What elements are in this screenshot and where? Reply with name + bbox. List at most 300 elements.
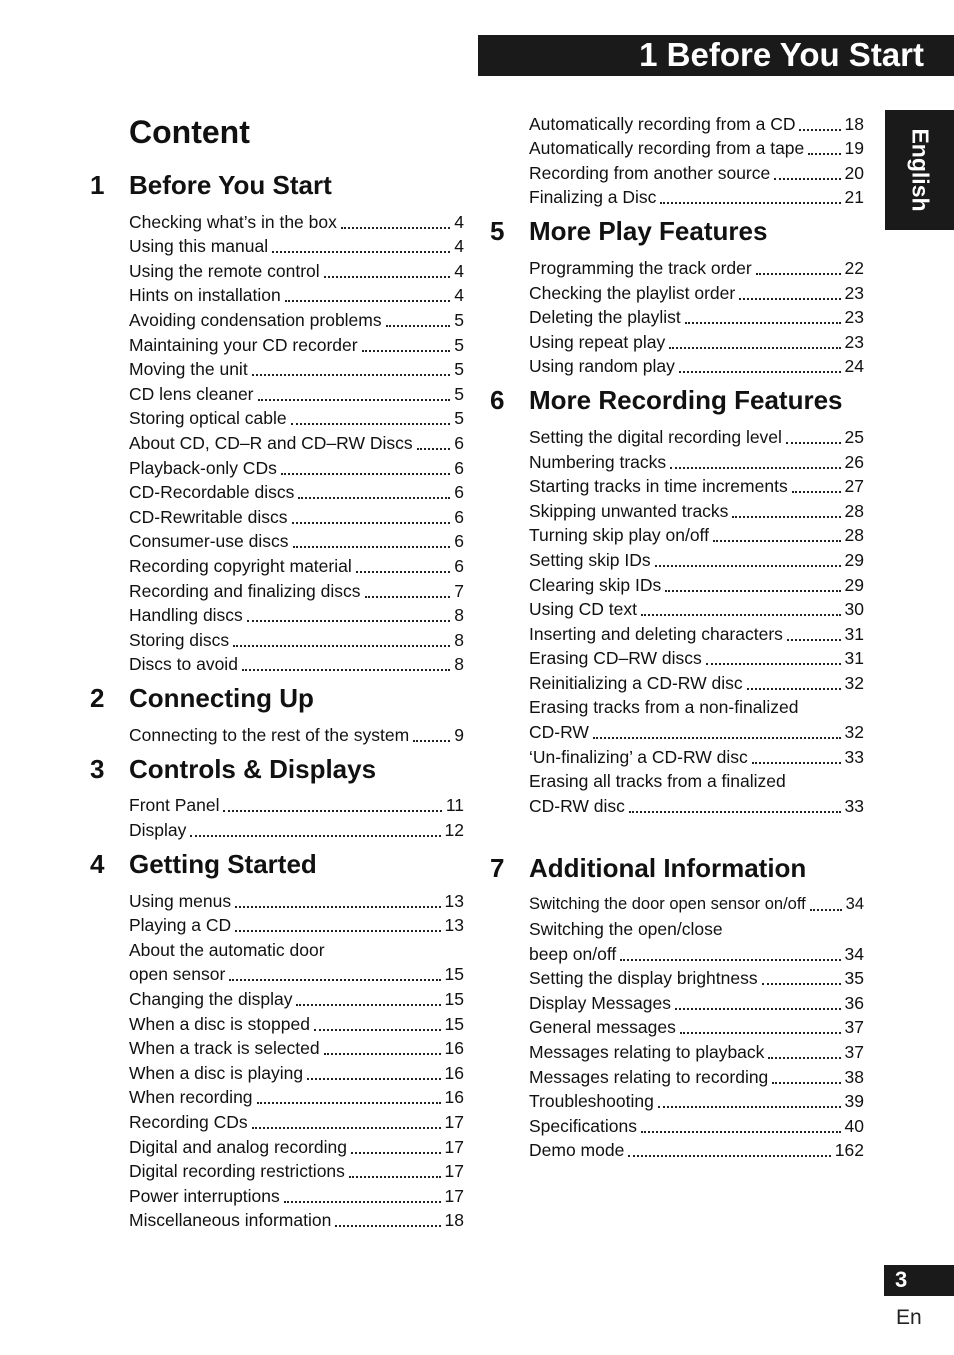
dot-leader (417, 447, 451, 450)
toc-entry-title: Skipping unwanted tracks (529, 500, 729, 521)
toc-entry-title: Deleting the playlist (529, 307, 681, 328)
dot-leader (787, 638, 841, 641)
toc-entry (129, 282, 464, 307)
toc-entry (529, 304, 864, 329)
dot-leader (669, 346, 840, 349)
dot-leader (223, 809, 441, 812)
toc-entry-page: 6 (454, 482, 464, 503)
toc-entry-title: Display Messages (529, 992, 671, 1013)
toc-entry-title-line: Erasing all tracks from a finalized (529, 771, 786, 792)
toc-entry (129, 577, 464, 602)
toc-entry-title: Connecting to the rest of the system (129, 724, 410, 745)
toc-entry-page: 31 (844, 648, 864, 669)
toc-entry-page: 20 (844, 162, 864, 183)
toc-entry-title: Storing optical cable (129, 408, 287, 429)
toc-entry-page: 33 (844, 795, 864, 816)
toc-entry-title: Checking the playlist order (529, 282, 736, 303)
page-title: Content (129, 114, 250, 150)
language-tab (885, 110, 954, 230)
toc-entry-page: 35 (844, 968, 864, 989)
section-title: Getting Started (129, 849, 317, 880)
toc-entry-title: Demo mode (529, 1140, 625, 1161)
toc-entry (529, 497, 864, 522)
toc-entry (129, 816, 464, 841)
section-heading (90, 752, 464, 792)
toc-entry-title: Switching the door open sensor on/off (529, 895, 806, 914)
toc-entry-title: When a disc is stopped (129, 1013, 310, 1034)
toc-entry-title: Automatically recording from a CD (529, 113, 796, 134)
toc-entry-title: Playback-only CDs (129, 457, 277, 478)
toc-entries (529, 891, 864, 1162)
toc-entry (529, 965, 864, 990)
toc-entry-page: 16 (444, 1062, 464, 1083)
toc-entry-page: 5 (454, 408, 464, 429)
dot-leader (747, 687, 841, 690)
toc-entry (529, 1014, 864, 1039)
toc-entry-page: 4 (454, 285, 464, 306)
dot-leader (685, 321, 841, 324)
toc-entry-title: Digital recording restrictions (129, 1161, 345, 1182)
toc-entry (129, 985, 464, 1010)
section-number: 7 (490, 852, 505, 883)
toc-entry-page: 39 (844, 1091, 864, 1112)
dot-leader (762, 982, 841, 985)
toc-entry-page: 6 (454, 531, 464, 552)
dot-leader (786, 441, 841, 444)
dot-leader (298, 496, 450, 499)
toc-entry (129, 651, 464, 676)
toc-entry-page: 22 (844, 257, 864, 278)
toc-entries (529, 423, 864, 817)
toc-entry-page: 34 (845, 895, 864, 914)
dot-leader (365, 595, 451, 598)
dot-leader (665, 589, 840, 592)
toc-entry-page: 36 (844, 992, 864, 1013)
toc-entry-page: 13 (444, 915, 464, 936)
toc-entry-title: Using this manual (129, 236, 269, 257)
toc-entry (129, 257, 464, 282)
toc-entry-page: 8 (454, 629, 464, 650)
toc-entry-title: Digital and analog recording (129, 1136, 347, 1157)
toc-entry (129, 356, 464, 381)
toc-entry-page: 6 (454, 506, 464, 527)
toc-entry (529, 279, 864, 304)
dot-leader (258, 398, 451, 401)
dot-leader (284, 1200, 441, 1203)
toc-entry (129, 1133, 464, 1158)
section-number: 3 (90, 753, 105, 784)
toc-entry-page: 24 (844, 356, 864, 377)
toc-entry (129, 331, 464, 356)
toc-entry-title: Front Panel (129, 795, 220, 816)
dot-leader (808, 152, 840, 155)
toc-entry-page: 11 (445, 795, 464, 816)
toc-entry-page: 4 (454, 236, 464, 257)
dot-leader (335, 1224, 440, 1227)
toc-entry (529, 596, 864, 621)
toc-entry-page: 7 (454, 580, 464, 601)
toc-entry (129, 887, 464, 912)
toc-entry-page: 32 (844, 672, 864, 693)
toc-entry (529, 184, 864, 209)
toc-entry-title: Numbering tracks (529, 451, 667, 472)
dot-leader (660, 201, 840, 204)
dot-leader (341, 226, 450, 229)
section-heading (90, 681, 464, 721)
dot-leader (356, 570, 451, 573)
toc-entry-page: 12 (444, 820, 464, 841)
toc-entry-title: Setting the display brightness (529, 968, 758, 989)
toc-entry-title: Setting skip IDs (529, 549, 651, 570)
dot-leader (291, 422, 451, 425)
toc-entry (529, 1137, 864, 1162)
toc-entry-title: Storing discs (129, 629, 230, 650)
toc-entry-title: beep on/off (529, 943, 617, 964)
toc-entry-title: Power interruptions (129, 1185, 280, 1206)
page-number: 3 (895, 1267, 908, 1292)
toc-entry-title: Moving the unit (129, 359, 248, 380)
dot-leader (235, 929, 440, 932)
toc-entry-title: Programming the track order (529, 257, 752, 278)
dot-leader (680, 1031, 841, 1034)
section-heading (490, 214, 864, 254)
dot-leader (252, 1126, 441, 1129)
section-heading (90, 168, 464, 208)
toc-entry-page: 18 (444, 1210, 464, 1231)
toc-entry-page: 13 (444, 890, 464, 911)
toc-entry-title: Maintaining your CD recorder (129, 334, 358, 355)
toc-entry-title: About CD, CD–R and CD–RW Discs (129, 432, 413, 453)
dot-leader (706, 662, 841, 665)
toc-entry (129, 1207, 464, 1232)
toc-entry (529, 254, 864, 279)
toc-entry-title: General messages (529, 1017, 676, 1038)
dot-leader (307, 1077, 440, 1080)
toc-entry (529, 718, 864, 743)
toc-entry-page: 4 (454, 211, 464, 232)
toc-entry (129, 1010, 464, 1035)
dot-leader (629, 810, 841, 813)
dot-leader (675, 1007, 841, 1010)
toc-entry (529, 989, 864, 1014)
section-number: 2 (90, 683, 105, 714)
toc-entry-page: 32 (844, 722, 864, 743)
toc-entry-title: CD-RW (529, 722, 589, 743)
dot-leader (293, 545, 451, 548)
dot-leader (655, 564, 841, 567)
toc-entry-title: Using the remote control (129, 260, 320, 281)
toc-entry-page: 4 (454, 260, 464, 281)
toc-entry-title: Recording and finalizing discs (129, 580, 361, 601)
toc-entry-title: Using random play (529, 356, 675, 377)
section-number: 1 (90, 170, 105, 200)
dot-leader (799, 128, 840, 131)
toc-entry-title: Using menus (129, 890, 232, 911)
toc-entry-page: 37 (844, 1017, 864, 1038)
toc-section-4-continued (490, 110, 864, 208)
section-heading (490, 383, 864, 423)
toc-entry (129, 792, 464, 817)
dot-leader (296, 1003, 440, 1006)
section-number: 6 (490, 385, 505, 416)
language-code: En (896, 1306, 922, 1329)
toc-entry (129, 405, 464, 430)
toc-entry-title: Display (129, 820, 187, 841)
toc-entry-page: 23 (844, 331, 864, 352)
toc-entry-title-line: Erasing tracks from a non-finalized (529, 697, 799, 718)
toc-entry-page: 28 (844, 500, 864, 521)
toc-entry-page: 6 (454, 555, 464, 576)
dot-leader (281, 472, 450, 475)
toc-entry (129, 503, 464, 528)
toc-entry-page: 31 (844, 623, 864, 644)
toc-entry (529, 135, 864, 160)
dot-leader (774, 177, 840, 180)
dot-leader (713, 539, 841, 542)
toc-entry-title: Miscellaneous information (129, 1210, 332, 1231)
toc-entry-page: 29 (844, 549, 864, 570)
toc-entry (529, 110, 864, 135)
toc-entry (129, 479, 464, 504)
toc-entry-page: 21 (844, 187, 864, 208)
toc-entry-title: Playing a CD (129, 915, 232, 936)
dot-leader (247, 619, 450, 622)
toc-entry-page: 28 (844, 525, 864, 546)
section-number: 4 (90, 849, 105, 880)
chapter-title: 1 Before You Start (639, 36, 924, 73)
toc-entry-page: 25 (844, 426, 864, 447)
dot-leader (242, 668, 450, 671)
toc-entries (529, 110, 864, 208)
toc-entry-title: Specifications (529, 1115, 637, 1136)
toc-entries (129, 887, 464, 1231)
toc-entry (129, 208, 464, 233)
dot-leader (679, 370, 841, 373)
section-number: 5 (490, 216, 505, 247)
toc-entry (129, 1108, 464, 1133)
toc-section-6 (490, 383, 864, 817)
toc-entry-title-line: About the automatic door (129, 939, 325, 960)
section-heading (90, 847, 464, 887)
section-heading (490, 851, 864, 891)
toc-entry (529, 522, 864, 547)
toc-entry-title: open sensor (129, 964, 226, 985)
toc-entry-page: 38 (844, 1066, 864, 1087)
toc-entry (529, 1088, 864, 1113)
toc-entry-page: 5 (454, 359, 464, 380)
toc-entry-page: 29 (844, 574, 864, 595)
toc-entry-title: Recording CDs (129, 1112, 248, 1132)
toc-entries (529, 254, 864, 377)
toc-entry-page: 5 (454, 334, 464, 355)
dot-leader (351, 1151, 441, 1154)
toc-entry-page: 23 (844, 282, 864, 303)
section-title: Connecting Up (129, 683, 314, 714)
toc-entry (129, 454, 464, 479)
toc-entry (529, 473, 864, 498)
toc-entry-title: Using CD text (529, 599, 637, 620)
dot-leader (257, 1101, 441, 1104)
dot-leader (349, 1175, 441, 1178)
toc-entry-page: 18 (844, 113, 864, 134)
dot-leader (386, 324, 451, 327)
toc-entry (529, 620, 864, 645)
toc-entry (129, 1059, 464, 1084)
dot-leader (732, 515, 840, 518)
toc-entry (129, 552, 464, 577)
toc-entry-page: 9 (454, 724, 464, 745)
toc-entry-title: When recording (129, 1087, 253, 1108)
toc-entry-title: Setting the digital recording level (529, 426, 782, 447)
toc-entry (529, 1112, 864, 1137)
toc-entry (129, 1035, 464, 1060)
dot-leader (190, 834, 440, 837)
dot-leader (252, 373, 451, 376)
toc-entry-page: 23 (844, 307, 864, 328)
toc-entry (129, 1158, 464, 1183)
toc-section-5 (490, 214, 864, 377)
toc-entries (129, 792, 464, 841)
toc-entry-title: Changing the display (129, 989, 293, 1010)
toc-entry (129, 306, 464, 331)
dot-leader (362, 349, 451, 352)
toc-entry (129, 961, 464, 986)
dot-leader (285, 299, 451, 302)
toc-entry-page: 15 (444, 964, 464, 985)
toc-entry (129, 233, 464, 258)
page-number-box (884, 1265, 954, 1296)
toc-entry-title: Clearing skip IDs (529, 574, 662, 595)
dot-leader (324, 275, 451, 278)
chapter-header-bar (478, 35, 954, 76)
toc-entry-title: CD lens cleaner (129, 383, 254, 404)
toc-entry (529, 645, 864, 670)
toc-entry-page: 17 (444, 1161, 464, 1182)
toc-entry (129, 1182, 464, 1207)
toc-entry-title: Automatically recording from a tape (529, 138, 805, 159)
toc-entry-title: Using repeat play (529, 331, 666, 352)
toc-entry-title: CD-RW disc (529, 795, 625, 816)
toc-entry (129, 912, 464, 937)
toc-entry-page: 162 (834, 1140, 864, 1161)
dot-leader (292, 521, 451, 524)
section-title: Before You Start (129, 170, 332, 200)
toc-entry-page: 16 (444, 1087, 464, 1108)
toc-entry (129, 380, 464, 405)
toc-entry (129, 721, 464, 746)
toc-entry-title: CD-Rewritable discs (129, 506, 288, 527)
toc-column-right (490, 110, 864, 1161)
dot-leader (233, 644, 450, 647)
toc-section-7 (490, 851, 864, 1162)
toc-entry (529, 159, 864, 184)
toc-entry-page: 16 (444, 1038, 464, 1059)
dot-leader (593, 736, 841, 739)
toc-entry-title: ‘Un-finalizing’ a CD-RW disc (529, 746, 748, 767)
toc-entry-page: 40 (844, 1115, 864, 1136)
toc-entry-title: Starting tracks in time increments (529, 476, 788, 497)
toc-entry-title: Checking what’s in the box (129, 211, 337, 232)
toc-entry (529, 328, 864, 353)
section-title: Controls & Displays (129, 753, 377, 784)
toc-entry-page: 6 (454, 457, 464, 478)
toc-entry-page: 34 (844, 943, 864, 964)
dot-leader (752, 761, 841, 764)
toc-section-2 (90, 681, 464, 746)
toc-entry-page: 30 (844, 599, 864, 620)
toc-entry-title: Hints on installation (129, 285, 281, 306)
section-title: More Play Features (529, 216, 768, 247)
dot-leader (792, 490, 841, 493)
toc-entry-page: 19 (844, 138, 864, 159)
toc-entry (529, 891, 864, 916)
toc-entry (129, 602, 464, 627)
dot-leader (620, 958, 840, 961)
dot-leader (756, 272, 841, 275)
toc-entry-title-line: Switching the open/close (529, 919, 723, 940)
toc-entry-title: Recording from another source (529, 162, 771, 183)
toc-entry-title: Erasing CD–RW discs (529, 648, 702, 669)
toc-entry (529, 571, 864, 596)
dot-leader (641, 1130, 841, 1133)
toc-entry-title: Messages relating to playback (529, 1042, 765, 1062)
toc-entry (529, 353, 864, 378)
toc-entry (529, 743, 864, 768)
toc-entry-page: 33 (844, 746, 864, 767)
toc-entry (129, 429, 464, 454)
toc-entry-title: Recording copyright material (129, 555, 352, 576)
toc-section-1 (90, 168, 464, 675)
toc-entry (529, 940, 864, 965)
toc-entry-title: When a track is selected (129, 1038, 320, 1059)
toc-entry-title: When a disc is playing (129, 1062, 304, 1083)
toc-entry-page: 8 (454, 605, 464, 626)
toc-entry (129, 626, 464, 651)
dot-leader (670, 466, 840, 469)
toc-entry-title: Turning skip play on/off (529, 525, 709, 546)
dot-leader (324, 1052, 441, 1055)
dot-leader (658, 1105, 841, 1108)
toc-entry-page: 17 (444, 1185, 464, 1206)
toc-entry-title: Inserting and deleting characters (529, 623, 783, 644)
toc-entries (129, 208, 464, 675)
toc-entry (529, 423, 864, 448)
toc-entry-page: 27 (844, 476, 864, 497)
dot-leader (768, 1056, 840, 1059)
toc-entry-page: 15 (444, 1013, 464, 1034)
dot-leader (314, 1028, 441, 1031)
toc-entry (529, 448, 864, 473)
toc-entry (529, 1063, 864, 1088)
toc-entry (129, 1084, 464, 1109)
toc-entry-title: Consumer-use discs (129, 531, 289, 552)
toc-column-left (90, 168, 464, 1231)
language-tab-label: English (907, 128, 933, 212)
toc-entry-page: 17 (444, 1136, 464, 1157)
section-title: More Recording Features (529, 385, 843, 416)
toc-section-3 (90, 752, 464, 841)
toc-entry (529, 546, 864, 571)
dot-leader (641, 613, 841, 616)
toc-entry-title: Discs to avoid (129, 654, 238, 675)
toc-entry-page: 5 (454, 309, 464, 330)
toc-entry-title: CD-Recordable discs (129, 482, 295, 503)
dot-leader (628, 1154, 830, 1157)
dot-leader (229, 978, 440, 981)
toc-entry-page: 17 (444, 1112, 464, 1132)
toc-section-4 (90, 847, 464, 1231)
section-title: Additional Information (529, 852, 807, 883)
